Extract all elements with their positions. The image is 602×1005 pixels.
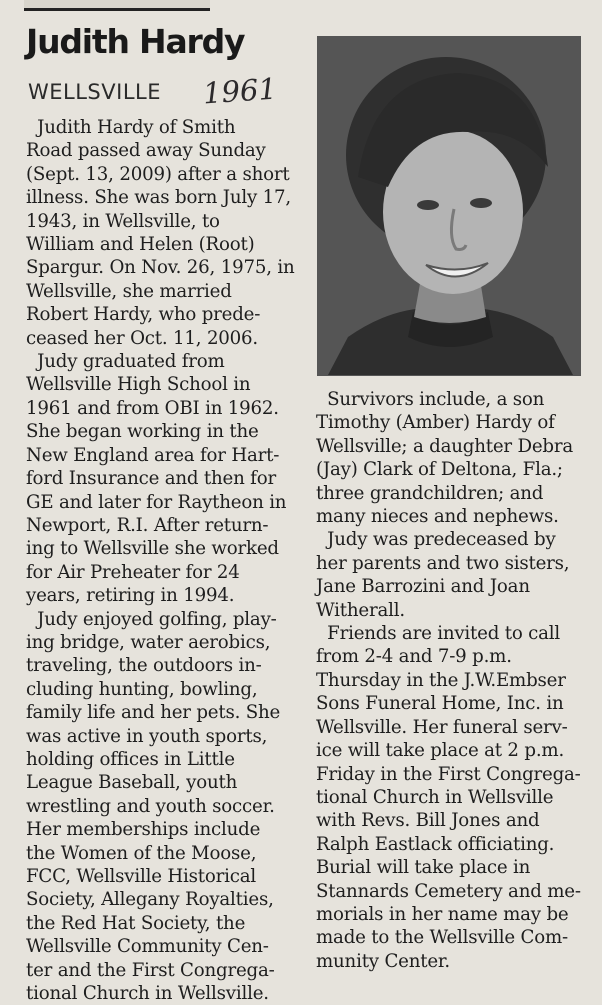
section-header-rule <box>24 0 210 11</box>
text-line: Ralph Eastlack officiating. <box>316 833 555 855</box>
text-line: She began working in the <box>26 421 259 443</box>
text-line: 1943, in Wellsville, to <box>26 210 220 232</box>
text-line: Robert Hardy, who prede- <box>26 304 261 326</box>
text-line: made to the Wellsville Com- <box>316 927 568 949</box>
text-line: Friday in the First Congrega- <box>316 763 581 785</box>
text-line: Wellsville Community Cen- <box>26 936 269 958</box>
text-line: Wellsville. Her funeral serv- <box>316 716 568 738</box>
text-line: Burial will take place in <box>316 857 531 879</box>
obituary-left-column <box>26 116 294 1005</box>
text-line: her parents and two sisters, <box>316 552 570 574</box>
text-line: tional Church in Wellsville <box>316 786 554 808</box>
text-line: Judy enjoyed golfing, play- <box>26 608 277 630</box>
text-line: family life and her pets. She <box>26 702 281 724</box>
text-line: New England area for Hart- <box>26 444 280 466</box>
text-line: from 2-4 and 7-9 p.m. <box>316 646 512 668</box>
text-line: traveling, the outdoors in- <box>26 655 262 677</box>
text-line: with Revs. Bill Jones and <box>316 810 540 832</box>
text-line: wrestling and youth soccer. <box>26 795 275 817</box>
text-line: 1961 and from OBI in 1962. <box>26 397 279 419</box>
text-line: ford Insurance and then for <box>26 468 276 490</box>
text-line: for Air Preheater for 24 <box>26 561 240 583</box>
text-line: ter and the First Congrega- <box>26 959 275 981</box>
text-line: Stannards Cemetery and me- <box>316 880 581 902</box>
text-line: ing to Wellsville she worked <box>26 538 279 560</box>
text-line: Judy was predeceased by <box>316 529 556 551</box>
text-line: Spargur. On Nov. 26, 1975, in <box>26 257 295 279</box>
text-line: (Jay) Clark of Deltona, Fla.; <box>316 459 563 481</box>
text-line: tional Church in Wellsville. <box>26 983 269 1005</box>
text-line: cluding hunting, bowling, <box>26 678 258 700</box>
text-line: (Sept. 13, 2009) after a short <box>26 163 290 185</box>
text-line: morials in her name may be <box>316 903 569 925</box>
text-line: years, retiring in 1994. <box>26 585 235 607</box>
text-line: ing bridge, water aerobics, <box>26 631 271 653</box>
text-line: Friends are invited to call <box>316 623 561 645</box>
text-line: illness. She was born July 17, <box>26 187 291 209</box>
text-line: Society, Allegany Royalties, <box>26 889 274 911</box>
text-line: the Red Hat Society, the <box>26 912 246 934</box>
text-line: was active in youth sports, <box>26 725 268 747</box>
handwritten-year-note: 1961 <box>201 71 278 111</box>
portrait-photo <box>317 36 581 376</box>
text-line: Timothy (Amber) Hardy of <box>316 412 555 434</box>
text-line: FCC, Wellsville Historical <box>26 866 257 887</box>
text-line: ceased her Oct. 11, 2006. <box>26 327 259 349</box>
text-line: Wellsville; a daughter Debra <box>316 435 573 457</box>
portrait-icon <box>318 37 580 375</box>
text-line: Jane Barrozini and Joan <box>316 576 530 598</box>
text-line: GE and later for Raytheon in <box>26 491 287 513</box>
text-line: ice will take place at 2 p.m. <box>316 740 565 762</box>
text-line: Thursday in the J.W.Embser <box>316 669 566 691</box>
text-line: Judith Hardy of Smith <box>26 117 236 138</box>
text-line: William and Helen (Root) <box>26 234 255 256</box>
text-line: holding offices in Little <box>26 748 235 770</box>
obituary-right-column <box>316 388 581 973</box>
text-line: Judy graduated from <box>26 351 225 373</box>
text-line: Newport, R.I. After return- <box>26 514 269 536</box>
text-line: Road passed away Sunday <box>26 140 266 162</box>
text-line: three grandchildren; and <box>316 482 544 504</box>
text-line: many nieces and nephews. <box>316 506 559 528</box>
text-line: Her memberships include <box>26 819 261 841</box>
obituary-headline: Judith Hardy <box>26 22 245 61</box>
text-line: Wellsville, she married <box>26 280 232 302</box>
text-line: Witherall. <box>316 599 405 621</box>
text-line: League Baseball, youth <box>26 772 238 794</box>
text-line: the Women of the Moose, <box>26 842 257 864</box>
dateline: WELLSVILLE <box>28 80 161 104</box>
text-line: Sons Funeral Home, Inc. in <box>316 693 564 715</box>
text-line: Wellsville High School in <box>26 374 251 396</box>
text-line: Survivors include, a son <box>316 389 545 410</box>
text-line: munity Center. <box>316 950 450 972</box>
